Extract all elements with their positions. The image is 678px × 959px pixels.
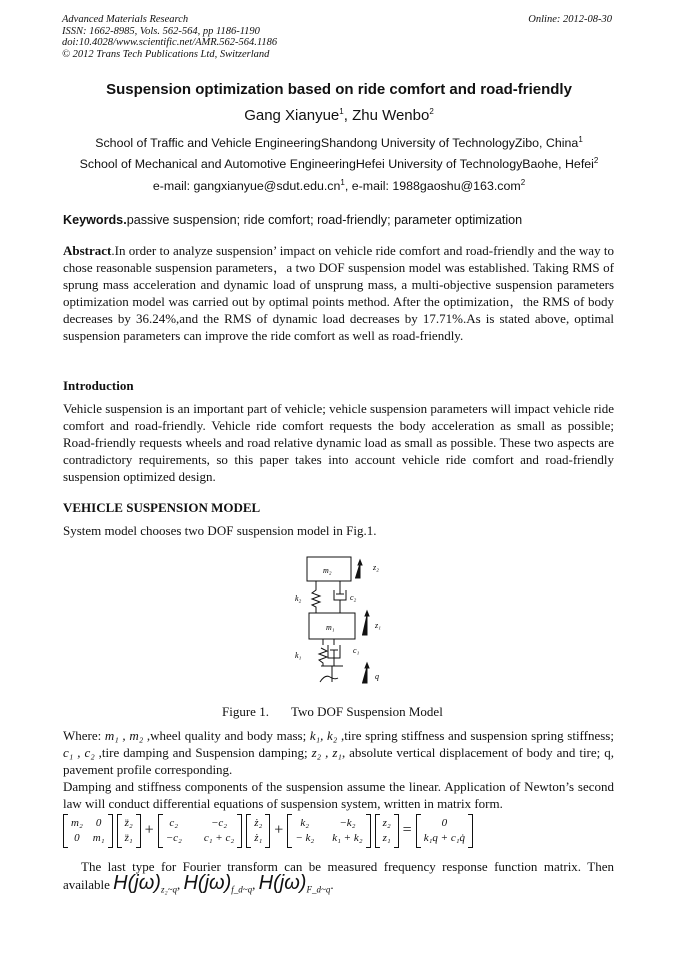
frf-3: H(jω) — [258, 872, 307, 894]
email-1-sup: 1 — [340, 178, 345, 187]
matrix-K: k₂ −k₂ − k₂ k₁ + k₂ — [287, 814, 370, 848]
abstract — [63, 242, 614, 344]
label-c2: c₂ — [350, 593, 357, 602]
label-c1: c₁ — [353, 646, 360, 655]
vector-F: 0 k₁q + c₁q̇ — [416, 814, 473, 848]
label-q: q — [375, 672, 379, 681]
affiliation-2 — [40, 156, 638, 171]
author-1-sup: 1 — [339, 107, 344, 116]
label-z2: z₂ — [373, 563, 379, 572]
emails — [40, 178, 638, 193]
author-1: Gang Xianyue — [244, 107, 340, 124]
frf-2: H(jω) — [183, 872, 232, 894]
road-profile — [320, 676, 338, 682]
damper-c2 — [334, 581, 346, 613]
label-k2: k₂ — [295, 594, 302, 603]
arrow-q — [362, 663, 369, 683]
damping-paragraph: Damping and stiffness components of the suspension assume the linear. Application of Newton’s second law will conduct differential equations of suspension system, written in matrix form. — [63, 779, 614, 811]
plus-2: + — [274, 821, 284, 839]
journal-name: Advanced Materials Research — [62, 14, 189, 25]
keywords-label: Keywords. — [63, 213, 127, 227]
doi: doi:10.4028/www.scientific.net/AMR.562-564.1186 — [62, 37, 278, 48]
email-2[interactable]: , e-mail: 1988gaoshu@163.com — [344, 179, 521, 194]
introduction-text: Vehicle suspension is an important part of vehicle; vehicle suspension parameters will impact vehicle ride comfort and road-friendly. Vehicle ride comfort requests the body acceleration as small as possible; Road-friendly requests wheels and road relative dynamic load as small as possible. These two aspects are contradictory requirements, so this paper takes into account vehicle ride comfort and road-friendly suspension optimized design. — [63, 401, 614, 484]
arrow-z2 — [355, 560, 362, 578]
suspension-model-figure — [280, 550, 400, 690]
spring-k2 — [312, 581, 320, 613]
plus-1: + — [144, 821, 154, 839]
model-heading: VEHICLE SUSPENSION MODEL — [63, 500, 261, 515]
affiliation-2-text: School of Mechanical and Automotive EngineeringHefei University of TechnologyBaohe, Hefei — [79, 157, 594, 172]
keywords-text: passive suspension; ride comfort; road-friendly; parameter optimization — [126, 213, 523, 227]
email-2-sup: 2 — [520, 178, 526, 187]
email-1[interactable]: e-mail: gangxianyue@sdut.edu.cn — [152, 179, 341, 194]
label-m2: m₂ — [323, 566, 332, 575]
author-2-sup: 2 — [429, 107, 434, 116]
spring-damper-k1-c1 — [319, 639, 343, 672]
paper-title: Suspension optimization based on ride comfort and road-friendly — [106, 81, 572, 98]
authors — [40, 107, 638, 124]
abstract-label: Abstract — [63, 243, 112, 258]
affiliation-2-sup: 2 — [593, 156, 599, 165]
affiliation-1-sup: 1 — [578, 135, 583, 144]
vector-z: z₂ z₁ — [375, 814, 399, 848]
copyright: © 2012 Trans Tech Publications Ltd, Switzerland — [62, 48, 270, 60]
label-m1: m₁ — [326, 623, 335, 632]
author-2: Zhu Wenbo — [352, 107, 430, 124]
label-z1: z₁ — [375, 621, 381, 630]
issn: ISSN: 1662-8985, Vols. 562-564, pp 1186-1190 — [62, 25, 260, 37]
label-k1: k₁ — [295, 651, 302, 660]
keywords — [63, 212, 614, 229]
figure-caption — [222, 704, 443, 720]
abstract-text: .In order to analyze suspension’ impact on vehicle ride comfort and road-friendly and the way to chose reasonable suspension parameters，a two DOF suspension model was established. Taking RMS of sprung mass acceleration and dynamic load of unsprung mass, a multi-objective suspension parameters optimization model was carried out by optimal points method. After the optimization，the RMS of body decreases by 36.24%,and the RMS of dynamic load decreases by 17.71%.As is stated above, optimal suspension parameters can improve the ride comfort as well as road-friendly. — [63, 243, 614, 343]
matrix-C: c₂ −c₂ −c₂ c₁ + c₂ — [158, 814, 242, 848]
introduction-heading: Introduction — [63, 378, 134, 393]
journal-header — [62, 14, 277, 60]
online-date: Online: 2012-08-30 — [528, 14, 612, 25]
where-paragraph: Where: m₁ , m₂ ,wheel quality and body mass; k₁, k₂ ,tire spring stiffness and suspension spring stiffness; c₁ , c₂ ,tire damping and Suspension damping; z₂ , z₁, absolute vertical displacement of body and tire; q, pavement profile corresponding. — [63, 728, 614, 777]
caption-number: Figure 1. — [222, 704, 269, 719]
arrow-z1 — [362, 611, 369, 635]
last-paragraph: The last type for Fourier transform can be measured frequency response function matrix. Then available $H(j\omega)_{z_2\sim q}$, $H(j\omega)_{f\_d\sim q}$, $H(j\omega)_{F\_d\sim q}$. — [63, 859, 614, 895]
affiliation-1-text: School of Traffic and Vehicle EngineeringShandong University of TechnologyZibo, China — [95, 136, 579, 151]
affiliation-1 — [40, 135, 638, 150]
vector-zd: ż₂ ż₁ — [246, 814, 270, 848]
model-text: System model chooses two DOF suspension model in Fig.1. — [63, 523, 377, 538]
matrix-equation — [63, 814, 473, 848]
equals: = — [402, 821, 412, 839]
vector-zdd: z̈₂ z̈₁ — [117, 814, 141, 848]
caption-text: Two DOF Suspension Model — [290, 704, 443, 719]
matrix-M: m₂ 0 0 m₁ — [63, 814, 113, 848]
frf-1: H(jω) — [113, 872, 161, 894]
author-sep: , — [343, 107, 353, 124]
last-text: The last type for Fourier transform can be measured frequency response function matrix. Then available — [63, 859, 614, 892]
